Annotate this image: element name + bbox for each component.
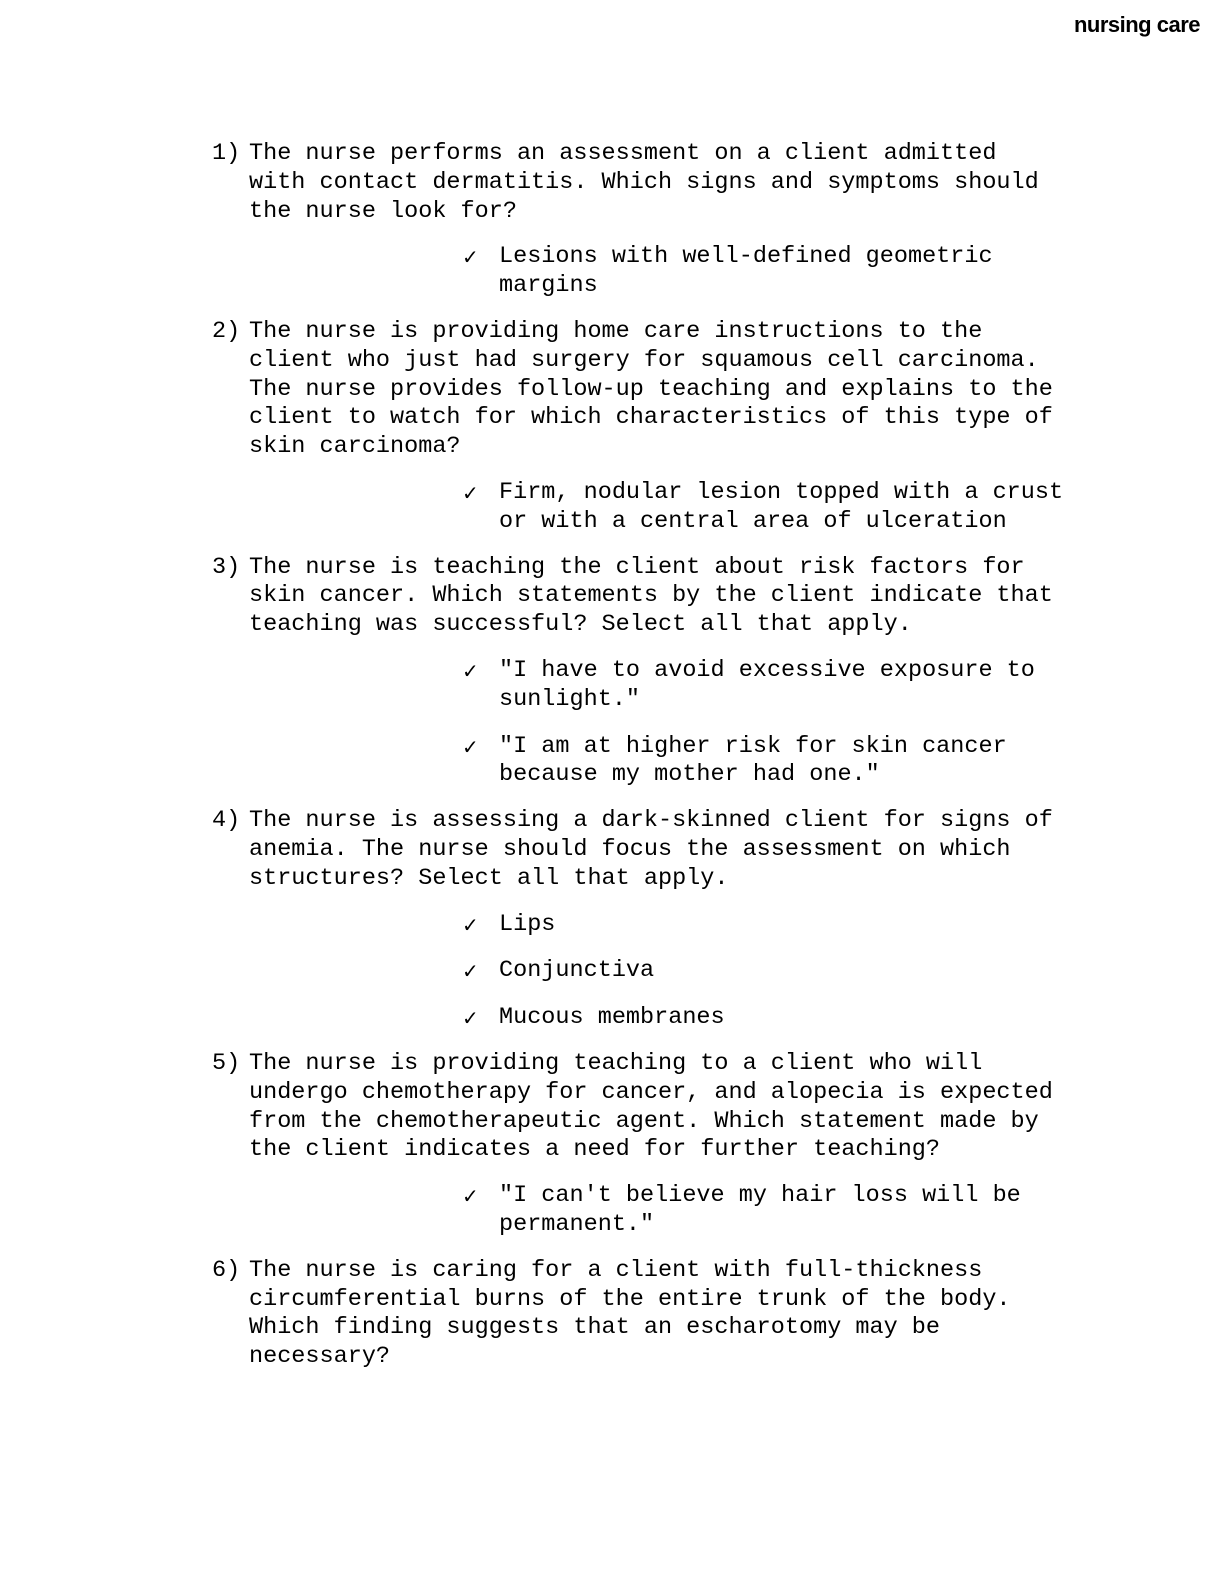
answer-item [462,1182,1112,1240]
answer-item [462,657,1112,715]
answer-list [462,657,1112,790]
checkmark-icon: ✓ [462,480,479,505]
answer-list [462,243,1112,301]
checkmark-icon: ✓ [462,734,479,759]
answer-text: "I can't believe my hair loss will be permanent." [499,1182,1021,1238]
answer-item [462,479,1112,537]
question-6 [212,1257,1112,1372]
checkmark-icon: ✓ [462,959,479,984]
checkmark-icon: ✓ [462,245,479,270]
answer-list [462,479,1112,537]
answer-item [462,733,1112,791]
checkmark-icon: ✓ [462,1184,479,1209]
answer-text: Lesions with well-defined geometric margins [499,243,993,300]
answer-item [462,911,1112,940]
question-2 [212,318,1112,462]
question-number: 3) [212,553,241,581]
question-list [212,140,1112,1389]
question-text: The nurse is teaching the client about risk factors for skin cancer. Which statements by the client indicate that teaching was successful? Select all that apply. [249,553,1053,639]
answer-text: Conjunctiva [499,957,655,985]
checkmark-icon: ✓ [462,658,479,683]
question-number: 4) [212,807,241,835]
question-text: The nurse performs an assessment on a client admitted with contact dermatitis. Which signs and symptoms should the nurse look for? [249,140,1039,225]
answer-text: Firm, nodular lesion topped with a crust or with a central area of ulceration [499,478,1064,535]
answer-text: Mucous membranes [499,1004,725,1032]
page-header-title: nursing care [1073,12,1200,37]
question-text: The nurse is caring for a client with full-thickness circumferential burns of the entire trunk of the body. Which finding suggests that an escharotomy may be necessary? [249,1256,1011,1371]
question-5 [212,1050,1112,1165]
answer-text: "I have to avoid excessive exposure to sunlight." [499,656,1035,713]
answer-text: Lips [499,910,556,938]
answer-item [462,1004,1112,1033]
answer-text: "I am at higher risk for skin cancer because my mother had one." [499,732,1007,789]
answer-list [462,911,1112,1033]
question-number: 2) [212,317,241,345]
checkmark-icon: ✓ [462,912,479,937]
question-number: 5) [212,1049,241,1077]
question-number: 6) [212,1256,241,1284]
question-text: The nurse is providing teaching to a client who will undergo chemotherapy for cancer, and alopecia is expected from the chemotherapeutic agent. Which statement made by the client indicates a need for further teaching? [249,1049,1053,1164]
question-text: The nurse is providing home care instructions to the client who just had surgery for squamous cell carcinoma. The nurse provides follow-up teaching and explains to the client to watch for which characteristics of this type of skin carcinoma? [249,317,1053,461]
question-3 [212,554,1112,640]
answer-item [462,957,1112,986]
question-text: The nurse is assessing a dark-skinned client for signs of anemia. The nurse should focus the assessment on which structures? Select all that apply. [249,807,1053,892]
answer-list [462,1182,1112,1240]
question-number: 1) [212,140,241,167]
checkmark-icon: ✓ [462,1006,479,1031]
answer-item [462,243,1112,301]
question-1 [212,140,1112,226]
question-4 [212,807,1112,893]
